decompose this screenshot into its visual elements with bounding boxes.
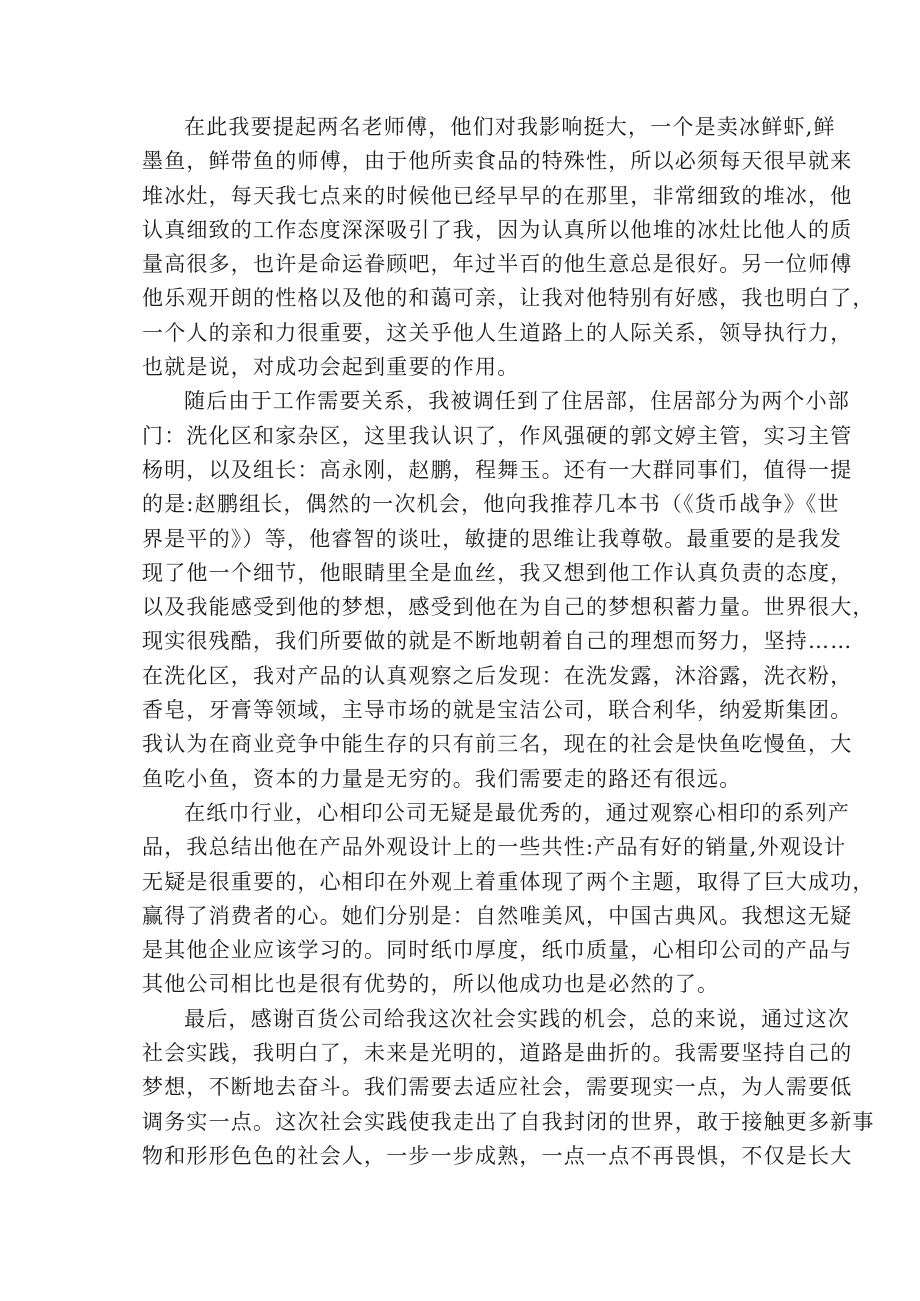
text-line: 最后，感谢百货公司给我这次社会实践的机会，总的来说，通过这次 (184, 1006, 850, 1031)
text-line: 一个人的亲和力很重要，这关乎他人生道路上的人际关系，领导执行力， (142, 320, 853, 345)
paragraph-2 (142, 384, 875, 796)
text-line: 杨明，以及组长：高永刚，赵鹏，程舞玉。还有一大群同事们，值得一提 (142, 457, 853, 482)
text-line: 的是:赵鹏组长，偶然的一次机会，他向我推荐几本书（《货币战争》《世 (142, 492, 840, 517)
text-line: 门：洗化区和家杂区，这里我认识了，作风强硬的郭文婷主管，实习主管 (142, 423, 853, 448)
text-line: 品，我总结出他在产品外观设计上的一些共性:产品有好的销量,外观设计 (142, 835, 847, 860)
text-line: 是其他企业应该学习的。同时纸巾厚度，纸巾质量，心相印公司的产品与 (142, 938, 853, 963)
text-line: 现了他一个细节，他眼睛里全是血丝，我又想到他工作认真负责的态度， (142, 560, 853, 585)
text-line: 堆冰灶，每天我七点来的时候他已经早早的在那里，非常细致的堆冰，他 (142, 183, 853, 208)
text-line: 无疑是很重要的，心相印在外观上着重体现了两个主题，取得了巨大成功， (142, 869, 875, 894)
text-line: 以及我能感受到他的梦想，感受到他在为自己的梦想积蓄力量。世界很大， (142, 595, 875, 620)
text-line: 在纸巾行业，心相印公司无疑是最优秀的，通过观察心相印的系列产 (184, 800, 850, 825)
text-line: 在此我要提起两名老师傅，他们对我影响挺大，一个是卖冰鲜虾,鲜 (184, 115, 836, 139)
text-line: 随后由于工作需要关系，我被调任到了住居部，住居部分为两个小部 (184, 389, 850, 414)
text-line: 也就是说，对成功会起到重要的作用。 (142, 355, 520, 380)
paragraph-3 (142, 796, 875, 1002)
text-line: 他乐观开朗的性格以及他的和蔼可亲，让我对他特别有好感，我也明白了， (142, 286, 875, 311)
text-line: 界是平的》）等，他睿智的谈吐，敏捷的思维让我尊敬。最重要的是我发 (142, 526, 842, 551)
text-line: 量高很多，也许是命运眷顾吧，年过半百的他生意总是很好。另一位师傅 (142, 252, 853, 277)
text-line: 香皂，牙膏等领域，主导市场的就是宝洁公司，联合利华，纳爱斯集团。 (142, 698, 853, 723)
text-line: 其他公司相比也是很有优势的，所以他成功也是必然的了。 (142, 972, 720, 997)
text-line: 我认为在商业竞争中能生存的只有前三名，现在的社会是快鱼吃慢鱼，大 (142, 732, 853, 757)
text-line: 认真细致的工作态度深深吸引了我，因为认真所以他堆的冰灶比他人的质 (142, 217, 853, 242)
text-line: 调务实一点。这次社会实践使我走出了自我封闭的世界，敢于接触更多新事 (142, 1109, 875, 1134)
text-line: 社会实践，我明白了，未来是光明的，道路是曲折的。我需要坚持自己的 (142, 1041, 853, 1066)
paragraph-4 (142, 1002, 875, 1173)
text-line: 墨鱼，鲜带鱼的师傅，由于他所卖食品的特殊性，所以必须每天很早就来 (142, 149, 853, 174)
text-line: 在洗化区，我对产品的认真观察之后发现：在洗发露，沐浴露，洗衣粉， (142, 663, 853, 688)
text-line: 赢得了消费者的心。她们分别是：自然唯美风，中国古典风。我想这无疑 (142, 903, 853, 928)
document-body (142, 110, 875, 1173)
text-line: 梦想，不断地去奋斗。我们需要去适应社会，需要现实一点，为人需要低 (142, 1075, 853, 1100)
text-line: 现实很残酷，我们所要做的就是不断地朝着自己的理想而努力，坚持…… (142, 629, 853, 654)
paragraph-1 (142, 110, 875, 384)
text-line: 鱼吃小鱼，资本的力量是无穷的。我们需要走的路还有很远。 (142, 766, 742, 791)
text-line: 物和形形色色的社会人，一步一步成熟，一点一点不再畏惧，不仅是长大 (142, 1143, 853, 1168)
